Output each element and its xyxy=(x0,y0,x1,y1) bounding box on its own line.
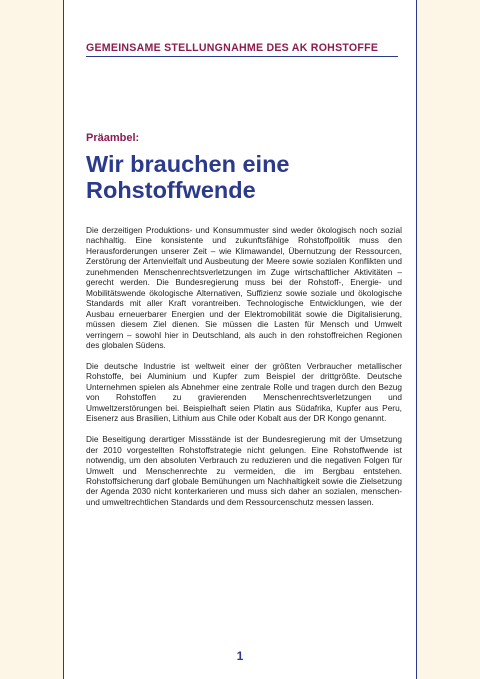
document-header: GEMEINSAME STELLUNGNAHME DES AK ROHSTOFFE xyxy=(86,42,379,54)
header-divider xyxy=(86,56,398,57)
page-number: 1 xyxy=(236,649,244,663)
section-title xyxy=(86,151,406,203)
document-page xyxy=(63,0,417,679)
body-text xyxy=(86,225,402,518)
section-title-line-1: Wir brauchen eine xyxy=(86,151,290,177)
section-title-line-2: Rohstoffwende xyxy=(86,177,256,203)
paragraph: Die derzeitigen Produktions- und Konsummuster sind weder ökologisch noch sozial nachhaltig. Eine konsistente und zukunftsfähige Rohstoffpolitik muss den Herausforderungen unserer Zeit – wie Klimawandel, Übernutzung der Ressourcen, Zerstörung der Artenvielfalt und Ausbeutung der Meere sowie sozialen Konflikten und zunehmenden Menschenrechtsverletzungen im Zuge wirtschaftlicher Aktivitäten – gerecht werden. Die Bundesregierung muss bei der Rohstoff-, Energie- und Mobilitätswende ökologische Alternativen, Suffizienz sowie soziale und ökologische Standards mit aller Kraft vorantreiben. Technologische Entwicklungen, wie der Ausbau erneuerbarer Energien und der Elektromobilität sowie die Digitalisierung, müssen diesem Ziel dienen. Sie müssen die Lasten für Mensch und Umwelt verringern – sowohl hier in Deutschland, als auch in den rohstoffreichen Regionen des globalen Südens. xyxy=(86,225,402,350)
section-kicker: Präambel: xyxy=(86,132,140,144)
paragraph: Die deutsche Industrie ist weltweit einer der größten Verbraucher metallischer Rohstoffe, bei Aluminium und Kupfer zum Beispiel der drittgrößte. Deutsche Unternehmen spielen als Abnehmer eine zentrale Rolle und tragen durch den Bezug von Rohstoffen zu gravierenden Menschenrechtsverletzungen und Umweltzerstörungen bei. Beispielhaft seien Platin aus Südafrika, Kupfer aus Peru, Eisenerz aus Brasilien, Lithium aus Chile oder Kobalt aus der DR Kongo genannt. xyxy=(86,360,402,424)
paragraph: Die Beseitigung derartiger Missstände ist der Bundesregierung mit der Umsetzung der 2010 vorgestellten Rohstoffstrategie nicht gelungen. Eine Rohstoffwende ist notwendig, um den absoluten Verbrauch zu reduzieren und die negativen Folgen für Umwelt und Menschenrechte zu vermeiden, die im Bergbau entstehen. Rohstoffsicherung darf globale Bemühungen um Nachhaltigkeit sowie die Zielsetzung der Agenda 2030 nicht konterkarieren und muss sich daher an sozialen, menschen- und umweltrechtlichen Standards und dem Ressourcenschutz messen lassen. xyxy=(86,434,402,507)
